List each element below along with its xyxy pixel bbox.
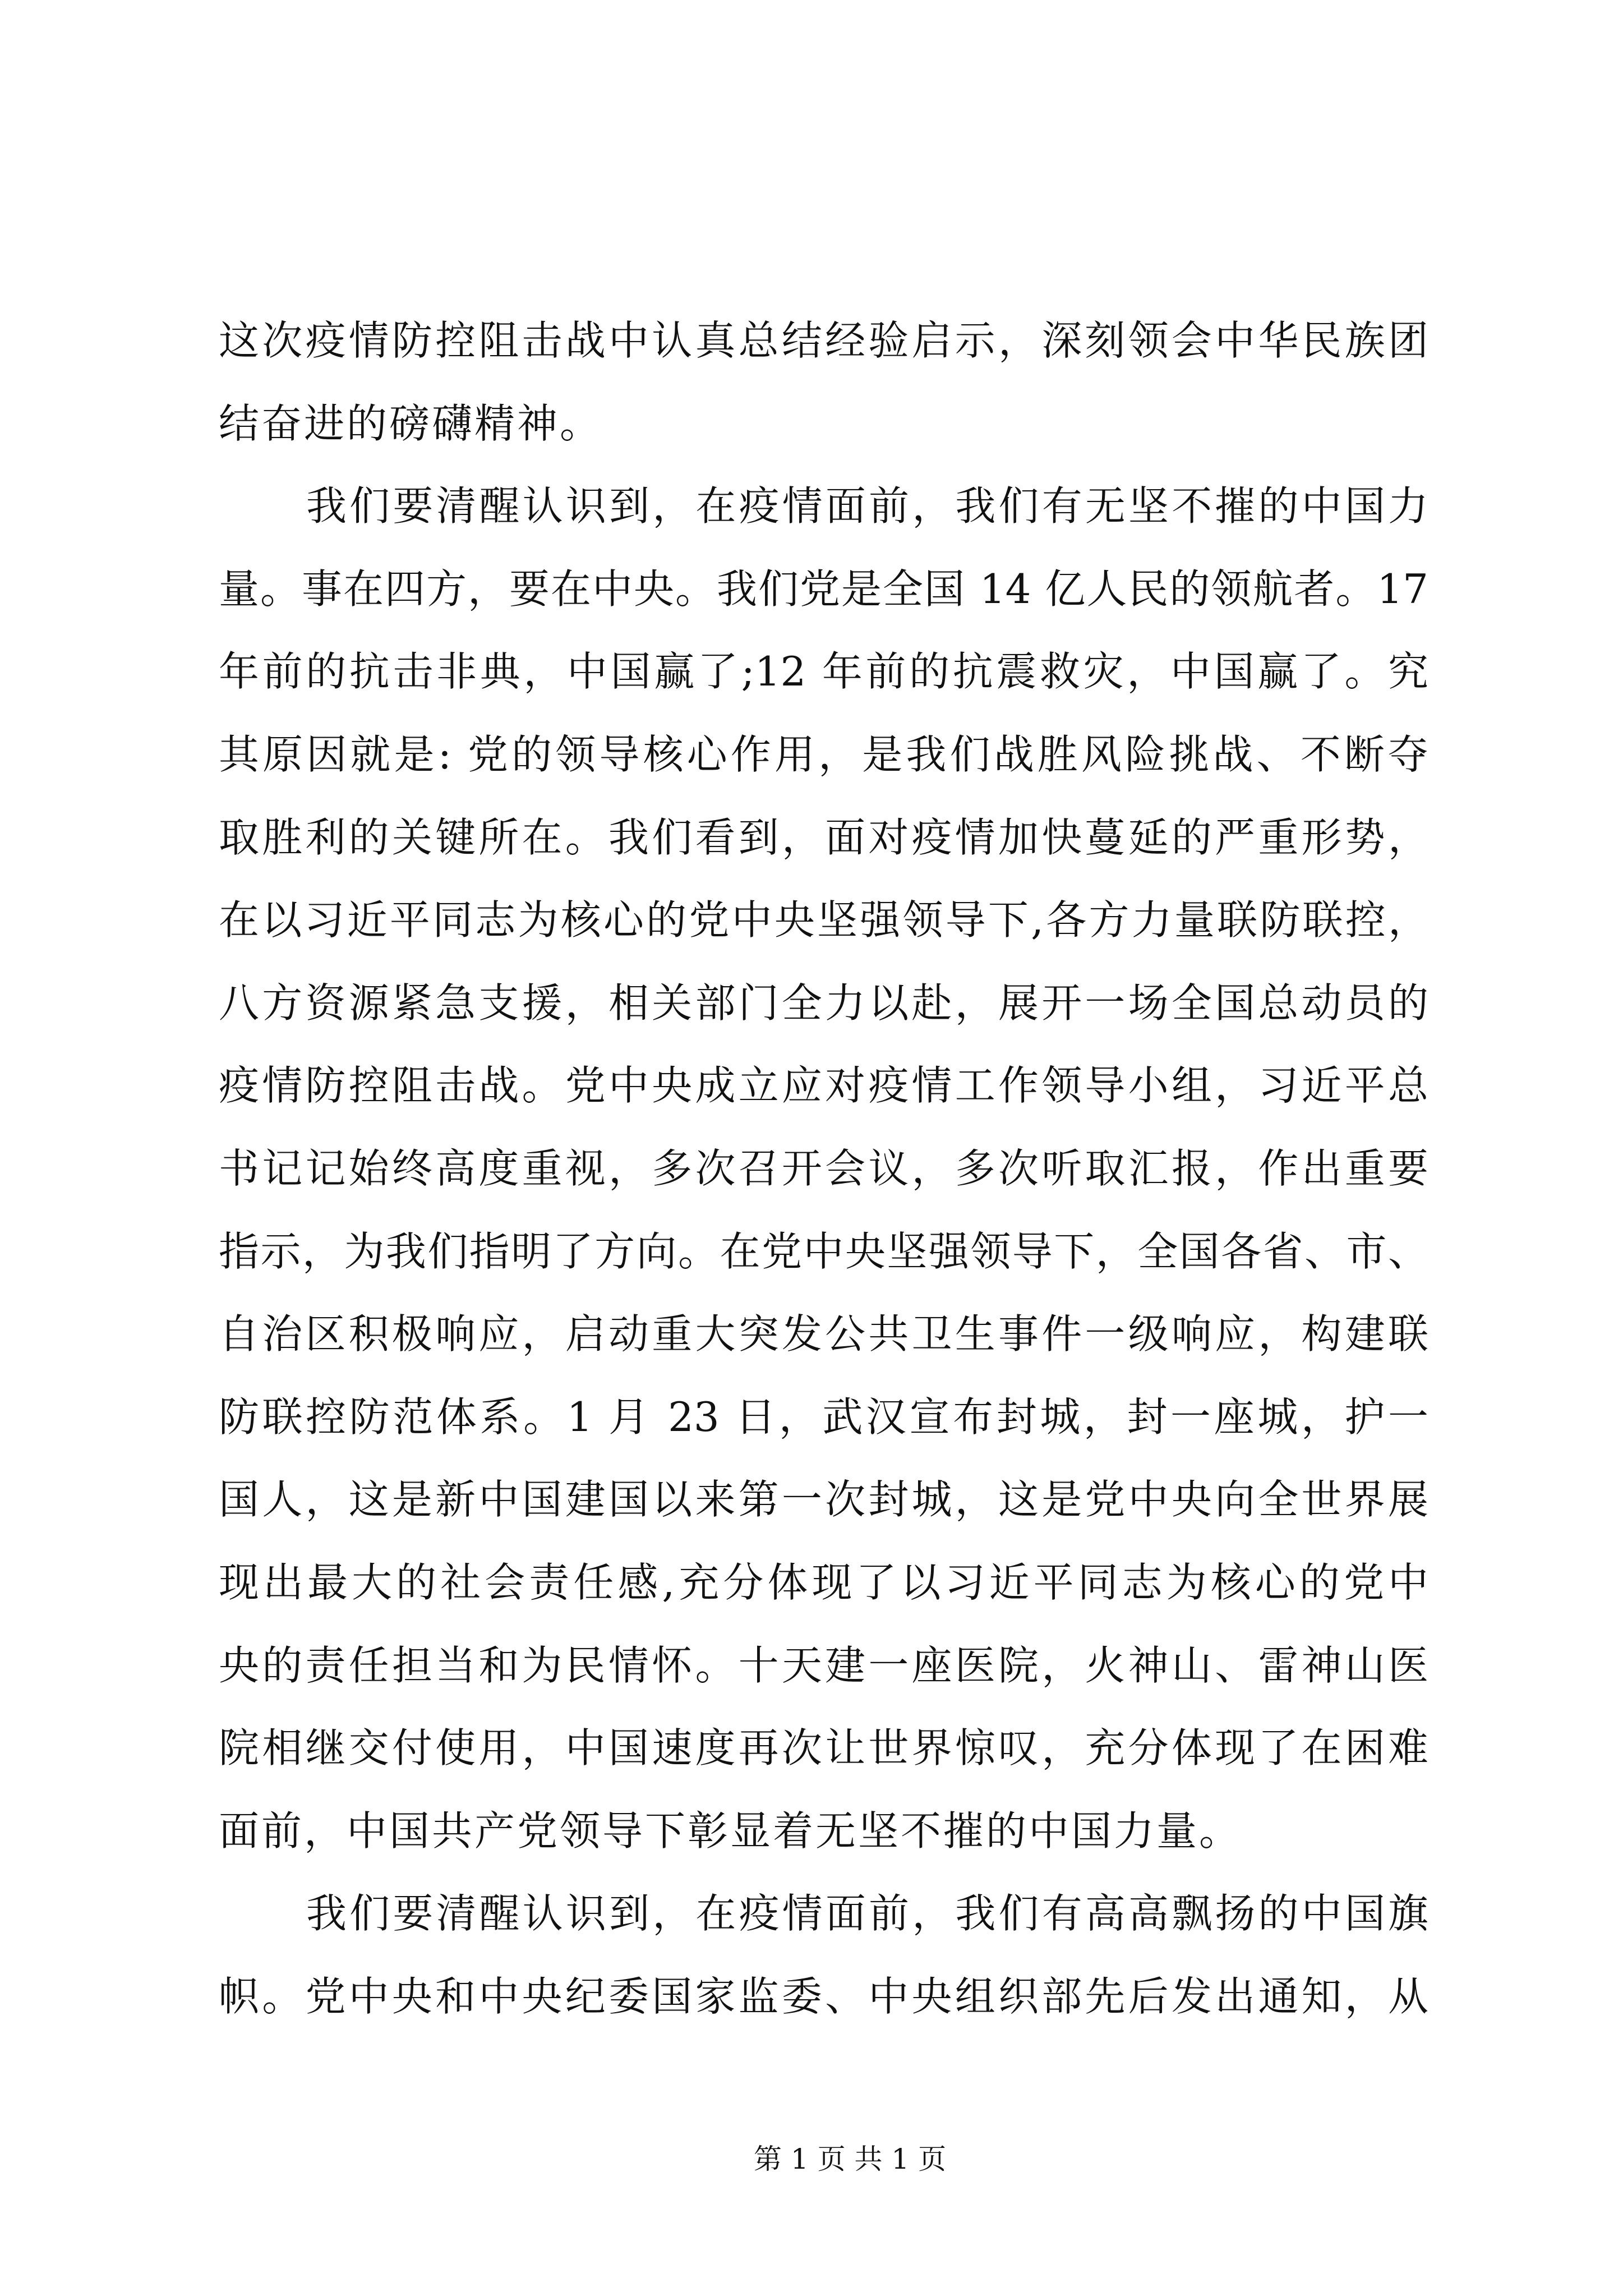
paragraph xyxy=(219,465,1428,1872)
text-line: 国人，这是新中国建国以来第一次封城，这是党中央向全世界展 xyxy=(219,1476,1428,1524)
text-line: 八方资源紧急支援，相关部门全力以赴，展开一场全国总动员的 xyxy=(219,979,1428,1027)
text-line: 取胜利的关键所在。我们看到，面对疫情加快蔓延的严重形势， xyxy=(219,813,1428,861)
text-line: 书记记始终高度重视，多次召开会议，多次听取汇报，作出重要 xyxy=(219,1144,1428,1192)
text-line: 面前，中国共产党领导下彰显着无坚不摧的中国力量。 xyxy=(219,1807,1242,1855)
paragraph xyxy=(219,300,1428,465)
page-footer xyxy=(754,2140,946,2178)
text-line: 年前的抗击非典，中国赢了;12 年前的抗震救灾，中国赢了。究 xyxy=(219,648,1428,696)
text-line: 在以习近平同志为核心的党中央坚强领导下,各方力量联防联控， xyxy=(219,896,1428,944)
document-body xyxy=(219,300,1428,2038)
text-line: 这次疫情防控阻击战中认真总结经验启示，深刻领会中华民族团 xyxy=(219,317,1428,364)
text-line: 帜。党中央和中央纪委国家监委、中央组织部先后发出通知，从 xyxy=(219,1972,1428,2020)
text-line: 我们要清醒认识到，在疫情面前，我们有高高飘扬的中国旗 xyxy=(306,1890,1428,1938)
text-line: 结奋进的磅礴精神。 xyxy=(219,399,603,447)
text-line: 我们要清醒认识到，在疫情面前，我们有无坚不摧的中国力 xyxy=(306,482,1428,530)
text-line: 院相继交付使用，中国速度再次让世界惊叹，充分体现了在困难 xyxy=(219,1724,1428,1772)
text-line: 其原因就是: 党的领导核心作用，是我们战胜风险挑战、不断夺 xyxy=(219,730,1428,778)
page-number-label: 第 1 页 共 1 页 xyxy=(754,2143,947,2175)
text-line: 指示，为我们指明了方向。在党中央坚强领导下，全国各省、市、 xyxy=(219,1227,1428,1275)
text-line: 央的责任担当和为民情怀。十天建一座医院，火神山、雷神山医 xyxy=(219,1641,1428,1689)
text-line: 自治区积极响应，启动重大突发公共卫生事件一级响应，构建联 xyxy=(219,1310,1428,1358)
text-line: 量。事在四方，要在中央。我们党是全国 14 亿人民的领航者。17 xyxy=(219,565,1428,613)
text-line: 疫情防控阻击战。党中央成立应对疫情工作领导小组，习近平总 xyxy=(219,1062,1428,1110)
paragraph xyxy=(219,1872,1428,2038)
text-line: 现出最大的社会责任感,充分体现了以习近平同志为核心的党中 xyxy=(219,1558,1428,1606)
text-line: 防联控防范体系。1 月 23 日，武汉宣布封城，封一座城，护一 xyxy=(219,1393,1428,1441)
